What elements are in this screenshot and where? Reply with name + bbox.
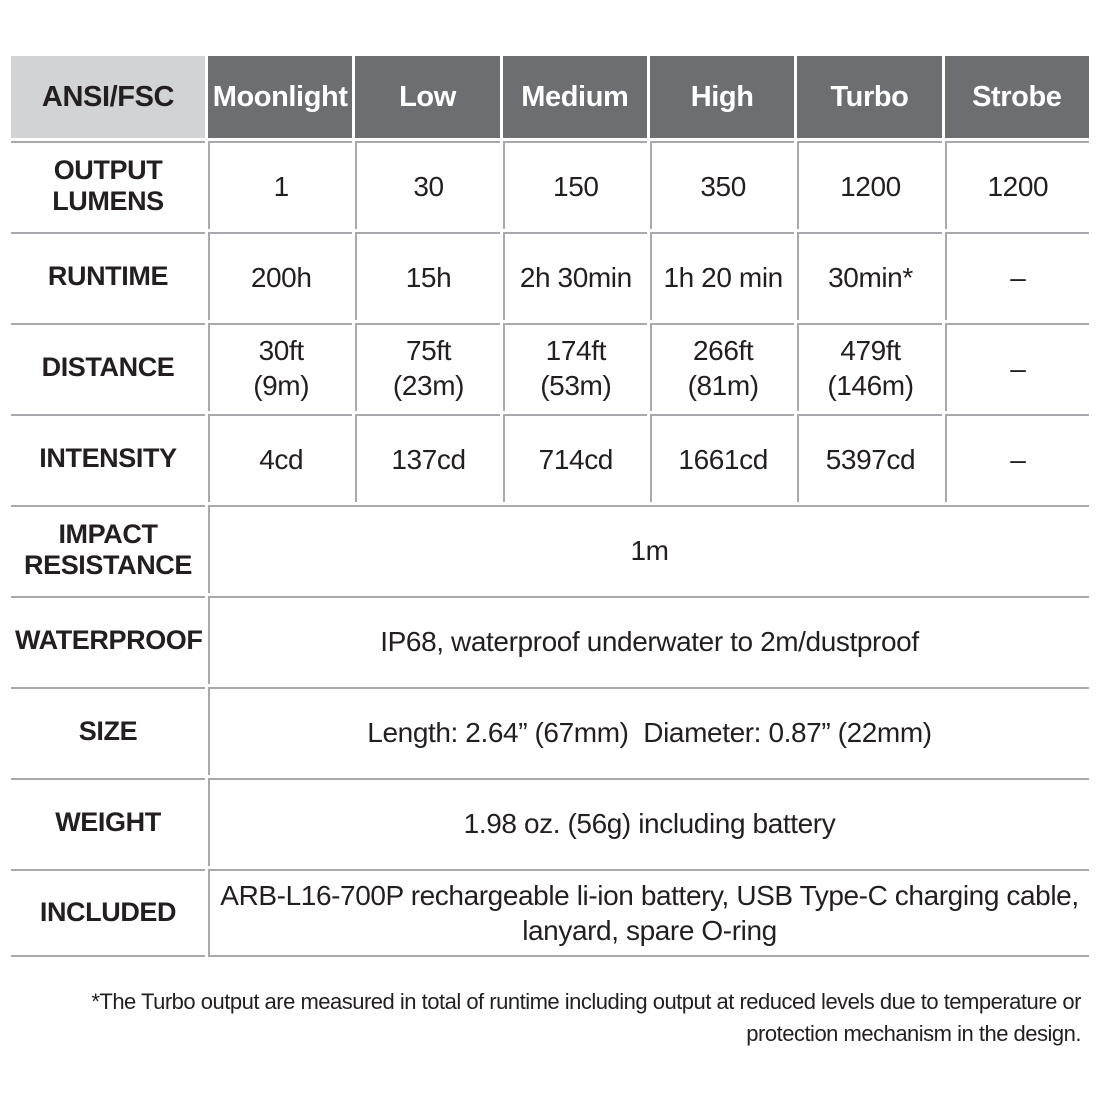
header-medium: Medium [503,56,647,138]
row-label-runtime: RUNTIME [11,232,205,320]
header-low: Low [355,56,499,138]
value-cell: 200h [208,232,352,320]
value-cell: 714cd [503,414,647,502]
row-size [11,687,1089,775]
value-cell: 4cd [208,414,352,502]
value-cell: 150 [503,141,647,229]
header-moonlight: Moonlight [208,56,352,138]
row-waterproof [11,596,1089,684]
row-label-weight: WEIGHT [11,778,205,866]
value-cell: 1h 20 min [650,232,794,320]
value-cell: 1200 [797,141,941,229]
row-label-size: SIZE [11,687,205,775]
value-cell: 174ft (53m) [503,323,647,411]
value-cell: – [945,414,1089,502]
value-cell: 2h 30min [503,232,647,320]
value-cell: 15h [355,232,499,320]
value-cell: 30 [355,141,499,229]
value-cell: 75ft (23m) [355,323,499,411]
value-cell: 137cd [355,414,499,502]
spec-table [8,53,1092,960]
value-cell-size: Length: 2.64” (67mm) Diameter: 0.87” (22mm) [208,687,1089,775]
value-cell: 350 [650,141,794,229]
value-cell: 1661cd [650,414,794,502]
row-label-intensity: INTENSITY [11,414,205,502]
header-high: High [650,56,794,138]
table-header-row [11,56,1089,138]
value-cell: 479ft (146m) [797,323,941,411]
value-cell-weight: 1.98 oz. (56g) including battery [208,778,1089,866]
row-runtime [11,232,1089,320]
value-cell-included: ARB-L16-700P rechargeable li-ion battery, USB Type-C charging cable, lanyard, spare O-ring [208,869,1089,957]
value-cell: 30min* [797,232,941,320]
corner-header-ansi-fsc: ANSI/FSC [11,56,205,138]
row-label-distance: DISTANCE [11,323,205,411]
row-label-waterproof: WATERPROOF [11,596,205,684]
row-label-included: INCLUDED [11,869,205,957]
value-cell-impact-resistance: 1m [208,505,1089,593]
value-cell: – [945,323,1089,411]
value-cell: 30ft (9m) [208,323,352,411]
header-strobe: Strobe [945,56,1089,138]
value-cell-waterproof: IP68, waterproof underwater to 2m/dustproof [208,596,1089,684]
row-impact-resistance [11,505,1089,593]
value-cell: 5397cd [797,414,941,502]
turbo-footnote: *The Turbo output are measured in total of runtime including output at reduced levels due to temperature or protection mechanism in the design. [91,989,1081,1046]
row-label-impact-resistance: IMPACT RESISTANCE [11,505,205,593]
header-turbo: Turbo [797,56,941,138]
row-distance [11,323,1089,411]
row-output-lumens [11,141,1089,229]
value-cell: 1200 [945,141,1089,229]
row-label-output-lumens: OUTPUT LUMENS [11,141,205,229]
row-included [11,869,1089,957]
value-cell: 1 [208,141,352,229]
value-cell: 266ft (81m) [650,323,794,411]
value-cell: – [945,232,1089,320]
row-weight [11,778,1089,866]
row-intensity [11,414,1089,502]
